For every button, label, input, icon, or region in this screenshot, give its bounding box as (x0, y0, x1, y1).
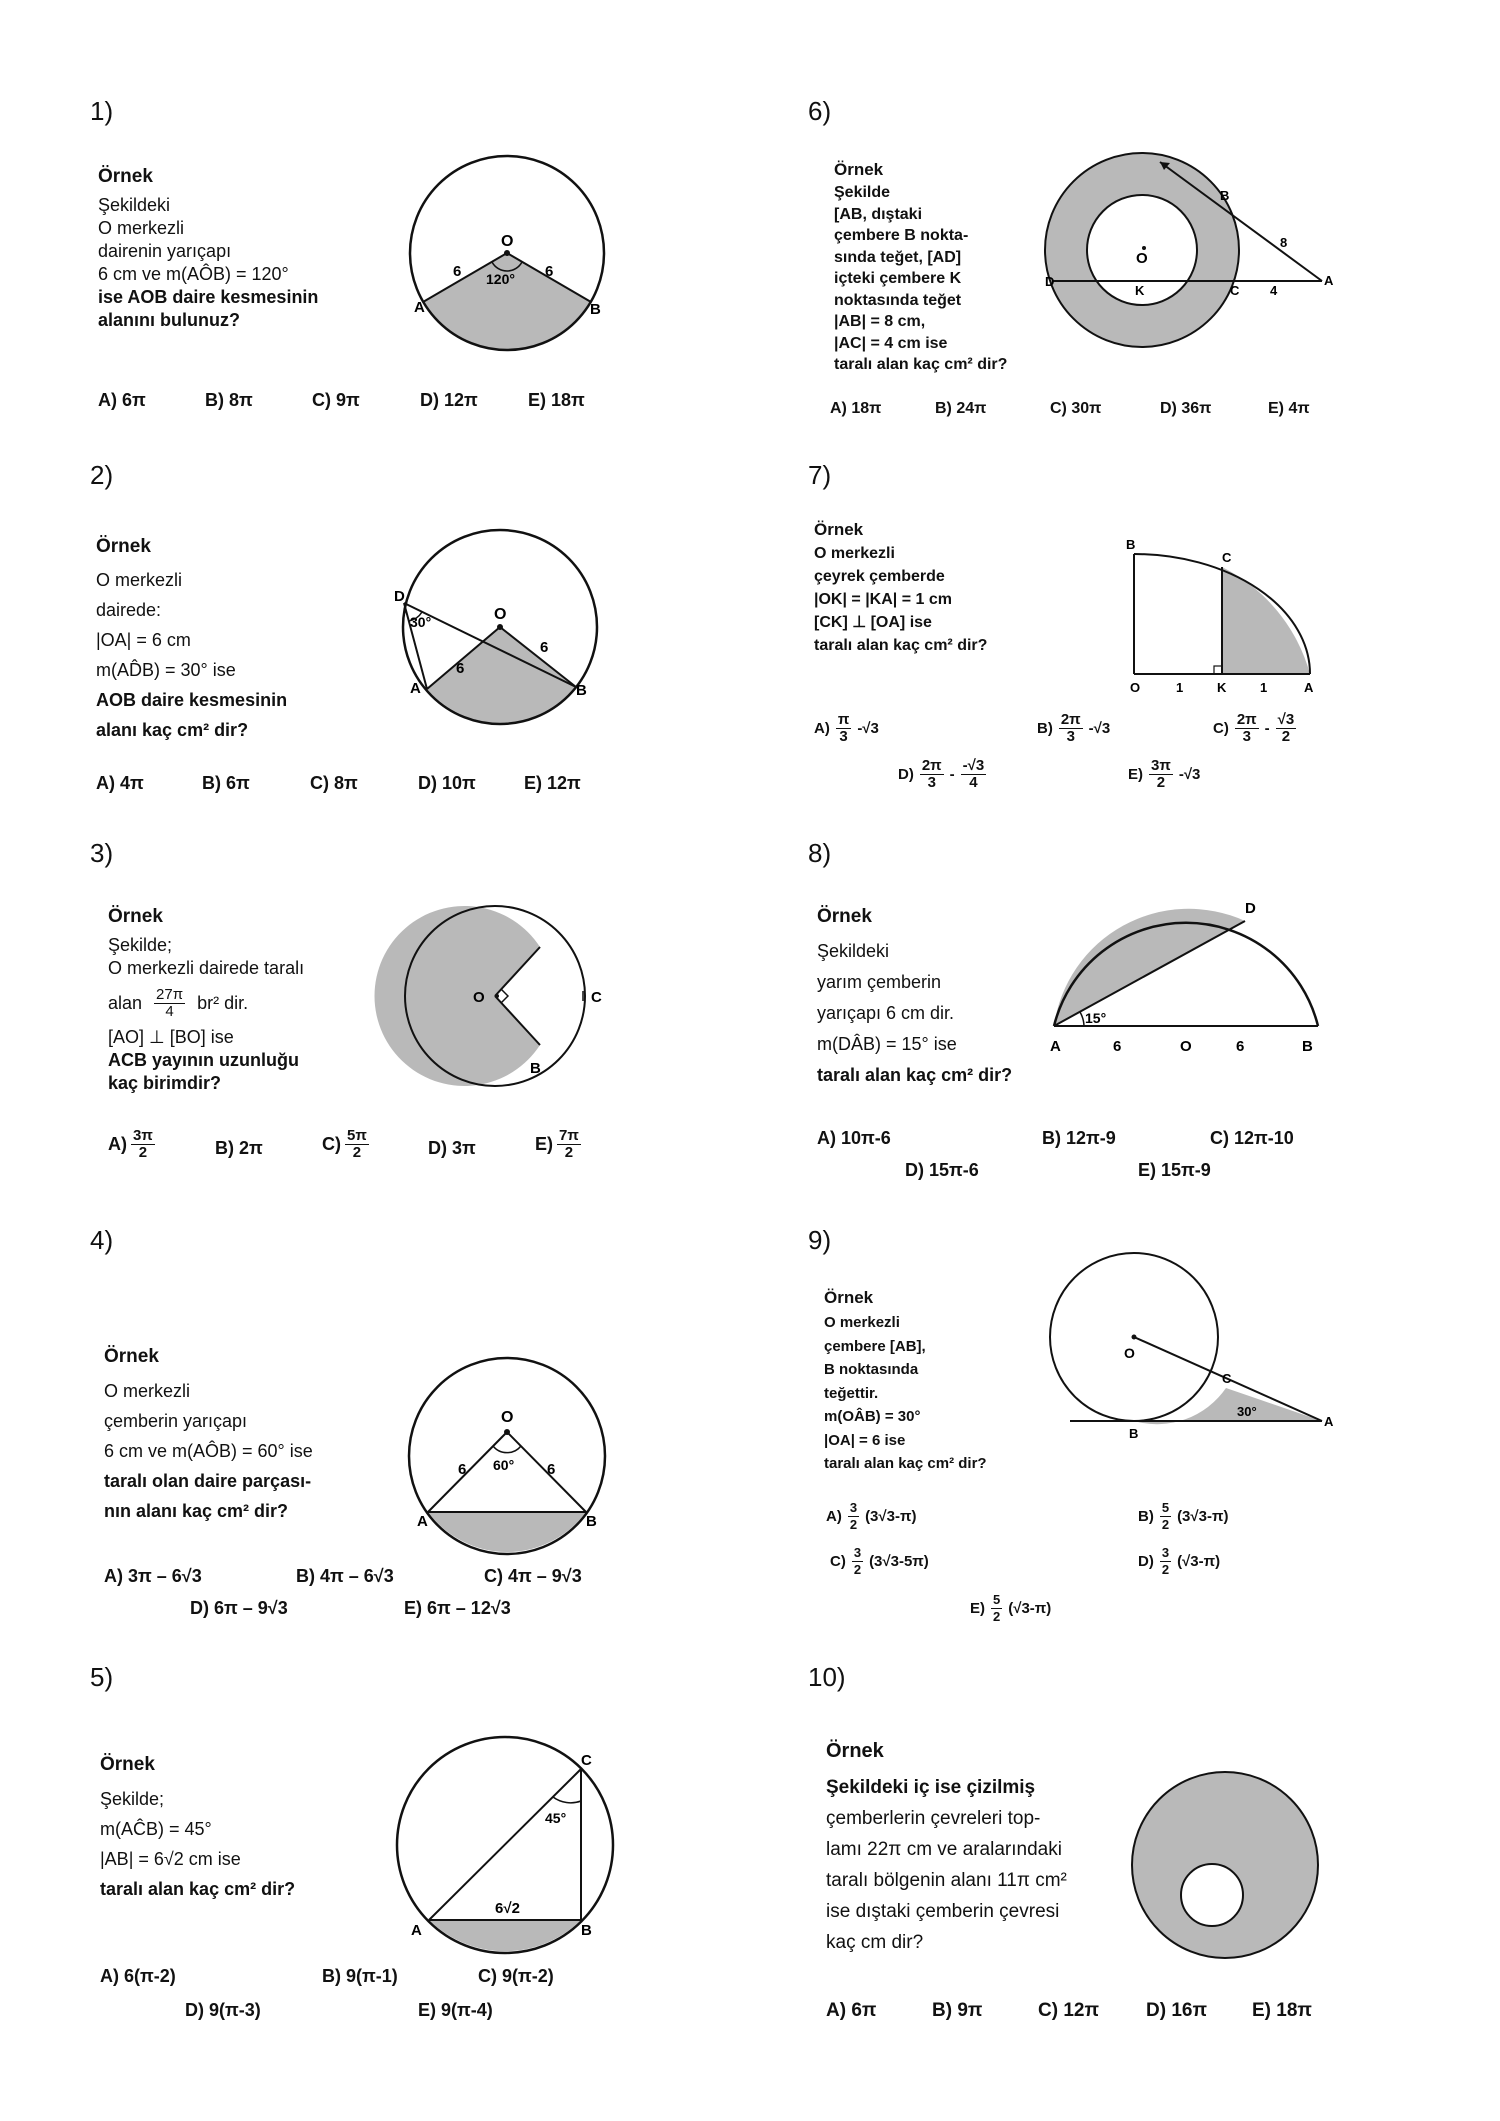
problem-8-option-d[interactable]: D) 15π-6 (905, 1160, 979, 1180)
problem-4-option-e[interactable]: E) 6π – 12√3 (404, 1598, 511, 1618)
svg-text:B: B (586, 1513, 597, 1530)
problem-8-text: Şekildeki yarım çemberin yarıçapı 6 cm dir. m(DÂB) = 15° ise taralı alan kaç cm² dir? (817, 941, 1013, 1085)
problem-9-option-b[interactable]: B) $\frac{5}{2}$ (3√3-π) (1138, 1500, 1229, 1532)
problem-1-text: Şekildeki O merkezli dairenin yarıçapı 6 cm ve m(AÔB) = 120° ise AOB daire kesmesinin alanını bulunuz? (98, 195, 319, 330)
svg-text:C: C (591, 989, 602, 1006)
problem-4-figure (400, 1370, 620, 1570)
problem-6-option-a[interactable]: A) 18π (830, 400, 882, 417)
svg-text:8: 8 (1280, 235, 1288, 250)
svg-text:30°: 30° (410, 614, 432, 630)
problem-8-figure (1040, 895, 1330, 1065)
svg-text:6√2: 6√2 (495, 1900, 520, 1917)
segment-shaded (429, 1920, 581, 1951)
problem-3-option-b[interactable]: B) 2π (215, 1138, 263, 1158)
svg-text:A: A (411, 1922, 422, 1939)
problem-9-figure (1070, 1290, 1340, 1450)
svg-text:120°: 120° (486, 271, 515, 287)
problem-5-text: Şekilde; m(AĈB) = 45° |AB| = 6√2 cm ise taralı alan kaç cm² dir? (100, 1789, 296, 1899)
svg-text:6: 6 (458, 1461, 467, 1478)
problem-3-figure (395, 905, 625, 1090)
svg-text:O: O (1180, 1038, 1192, 1055)
svg-text:K: K (1135, 283, 1145, 298)
problem-2-option-d[interactable]: D) 10π (418, 773, 476, 793)
problem-8-option-c[interactable]: C) 12π-10 (1210, 1128, 1294, 1148)
svg-text:6: 6 (456, 660, 465, 677)
problem-3-number: 3) (90, 838, 114, 868)
problem-9-text: O merkezli çembere [AB], B noktasında teğettir. m(OÂB) = 30° |OA| = 6 ise taralı alan kaç cm² dir? (824, 1314, 987, 1472)
svg-text:6: 6 (547, 1461, 556, 1478)
problem-6-text: Şekilde [AB, dıştaki çembere B nokta- sında teğet, [AD] içteki çembere K noktasında teğet |AB| = 8 cm, |AC| = 4 cm ise taralı alan kaç cm² dir? (834, 184, 1008, 373)
problem-1-title: Örnek (98, 166, 153, 187)
problem-3-option-a[interactable]: A) $\frac{3\pi}{2}$ (108, 1127, 153, 1161)
problem-9-option-e[interactable]: E) $\frac{5}{2}$ (√3-π) (970, 1592, 1052, 1624)
problem-10-text: Şekildeki iç ise çizilmiş çemberlerin çevreleri top- lamı 22π cm ve aralarındaki taralı bölgenin alanı 11π cm² ise dıştaki çemberin çevresi kaç cm dir? (826, 1777, 1067, 1953)
problem-7-option-c[interactable]: C) $\frac{2\pi}{3}$ - $\frac{√3}{2}$ (1213, 711, 1295, 745)
svg-text:O: O (501, 233, 514, 250)
svg-text:4: 4 (1270, 283, 1278, 298)
svg-text:A: A (1324, 273, 1334, 288)
svg-text:B: B (590, 301, 601, 318)
problem-2-option-a[interactable]: A) 4π (96, 773, 144, 793)
svg-text:B: B (1220, 188, 1230, 203)
problem-5-option-b[interactable]: B) 9(π-1) (322, 1966, 398, 1986)
problem-1-option-c[interactable]: C) 9π (312, 390, 360, 410)
problem-3-option-d[interactable]: D) 3π (428, 1138, 476, 1158)
problem-2-option-b[interactable]: B) 6π (202, 773, 250, 793)
svg-text:60°: 60° (493, 1457, 515, 1473)
problem-7-text: O merkezli çeyrek çemberde |OK| = |KA| = 1 cm [CK] ⊥ [OA] ise taralı alan kaç cm² dir? (814, 545, 988, 654)
problem-3-text: Şekilde; O merkezli dairede taralı alan $\frac{27\pi}{4}$ br² dir. [AO] ⊥ [BO] ise ACB yayının uzunluğu kaç birimdir? (108, 935, 305, 1093)
svg-text:A: A (1304, 680, 1314, 695)
svg-text:C: C (1230, 283, 1240, 298)
problem-2-option-e[interactable]: E) 12π (524, 773, 581, 793)
problem-2-text: O merkezli dairede: |OA| = 6 cm m(AD̂B) = 30° ise AOB daire kesmesinin alanı kaç cm² dir? (96, 570, 288, 740)
svg-text:O: O (473, 989, 485, 1006)
problem-9-option-c[interactable]: C) $\frac{3}{2}$ (3√3-5π) (830, 1545, 929, 1577)
problem-7-number: 7) (808, 460, 832, 490)
svg-text:O: O (1136, 250, 1148, 267)
svg-text:A: A (414, 299, 425, 316)
svg-text:D: D (1045, 274, 1055, 289)
problem-1-number: 1) (90, 96, 114, 126)
problem-7-option-b[interactable]: B) $\frac{2\pi}{3}$ -√3 (1037, 711, 1111, 745)
svg-text:C: C (1222, 1371, 1232, 1386)
svg-text:D: D (1245, 900, 1256, 917)
svg-text:B: B (1126, 537, 1136, 552)
svg-text:A: A (417, 1513, 428, 1530)
svg-text:B: B (1302, 1038, 1313, 1055)
problem-4-option-c[interactable]: C) 4π – 9√3 (484, 1566, 582, 1586)
svg-text:6: 6 (545, 263, 554, 280)
problem-4-title: Örnek (104, 1346, 159, 1367)
problem-5-option-a[interactable]: A) 6(π-2) (100, 1966, 176, 1986)
svg-text:6: 6 (1113, 1038, 1122, 1055)
svg-text:1: 1 (1260, 680, 1268, 695)
problem-1-option-d[interactable]: D) 12π (420, 390, 478, 410)
problem-5-figure (395, 1752, 625, 1965)
svg-text:45°: 45° (545, 1810, 567, 1826)
svg-text:A: A (1324, 1414, 1334, 1429)
problem-8-option-a[interactable]: A) 10π-6 (817, 1128, 891, 1148)
svg-text:B: B (1129, 1426, 1139, 1441)
problem-3-option-c[interactable]: C) $\frac{5\pi}{2}$ (322, 1127, 367, 1161)
svg-text:B: B (530, 1060, 541, 1077)
problem-6-option-b[interactable]: B) 24π (935, 400, 987, 417)
problem-4-number: 4) (90, 1225, 114, 1255)
svg-text:O: O (501, 1409, 514, 1426)
svg-text:O: O (1124, 1345, 1135, 1361)
problem-1-option-e[interactable]: E) 18π (528, 390, 585, 410)
problem-1-option-a[interactable]: A) 6π (98, 390, 146, 410)
problem-7-option-e[interactable]: E) $\frac{3\pi}{2}$ -√3 (1128, 757, 1201, 791)
problem-10-option-c[interactable]: C) 12π (1038, 2000, 1100, 2021)
problem-7-option-d[interactable]: D) $\frac{2\pi}{3}$ - $\frac{-√3}{4}$ (898, 757, 985, 791)
svg-text:6: 6 (1236, 1038, 1245, 1055)
problem-9-title: Örnek (824, 1288, 874, 1307)
problem-4-text: O merkezli çemberin yarıçapı 6 cm ve m(AÔB) = 60° ise taralı olan daire parçası- nın alanı kaç cm² dir? (104, 1381, 313, 1521)
problem-10-title: Örnek (826, 1740, 884, 1762)
svg-text:C: C (1222, 550, 1232, 565)
problem-10-figure (1130, 1770, 1330, 1970)
problem-1-figure (400, 175, 620, 375)
problem-7-figure (1120, 537, 1340, 700)
problem-6-number: 6) (808, 96, 832, 126)
problem-10-option-e[interactable]: E) 18π (1252, 2000, 1312, 2021)
problem-6-option-c[interactable]: C) 30π (1050, 400, 1102, 417)
problem-5-option-c[interactable]: C) 9(π-2) (478, 1966, 554, 1986)
problem-8-title: Örnek (817, 906, 872, 927)
problem-2-number: 2) (90, 460, 114, 490)
problem-7-option-a[interactable]: A) $\frac{\pi}{3}$ -√3 (814, 711, 879, 745)
region-shaded (1134, 1388, 1322, 1424)
problem-9-option-d[interactable]: D) $\frac{3}{2}$ (√3-π) (1138, 1545, 1221, 1577)
problem-4-option-d[interactable]: D) 6π – 9√3 (190, 1598, 288, 1618)
problem-5-option-e[interactable]: E) 9(π-4) (418, 2000, 493, 2020)
problem-6-option-d[interactable]: D) 36π (1160, 400, 1212, 417)
problem-5-title: Örnek (100, 1754, 155, 1775)
problem-4-option-b[interactable]: B) 4π – 6√3 (296, 1566, 394, 1586)
problem-1-option-b[interactable]: B) 8π (205, 390, 253, 410)
svg-text:C: C (581, 1752, 592, 1769)
problem-7-title: Örnek (814, 520, 864, 539)
svg-text:6: 6 (540, 639, 549, 656)
problem-3-option-e[interactable]: E) $\frac{7\pi}{2}$ (535, 1127, 579, 1161)
svg-text:B: B (576, 682, 587, 699)
problem-9-number: 9) (808, 1225, 832, 1255)
problem-10-number: 10) (808, 1662, 846, 1692)
problem-6-figure (1040, 155, 1340, 315)
problem-4-option-a[interactable]: A) 3π – 6√3 (104, 1566, 202, 1586)
svg-text:A: A (410, 680, 421, 697)
problem-6-title: Örnek (834, 160, 884, 179)
svg-text:1: 1 (1176, 680, 1184, 695)
problem-5-number: 5) (90, 1662, 114, 1692)
problem-3-title: Örnek (108, 906, 163, 927)
region-shaded (1222, 567, 1310, 674)
problem-8-number: 8) (808, 838, 832, 868)
problem-10-option-d[interactable]: D) 16π (1146, 2000, 1208, 2021)
problem-5-option-d[interactable]: D) 9(π-3) (185, 2000, 261, 2020)
problem-2-option-c[interactable]: C) 8π (310, 773, 358, 793)
problem-2-title: Örnek (96, 536, 151, 557)
problem-8-option-e[interactable]: E) 15π-9 (1138, 1160, 1211, 1180)
svg-text:15°: 15° (1085, 1010, 1107, 1026)
svg-text:O: O (1130, 680, 1141, 695)
svg-text:D: D (394, 588, 405, 605)
svg-text:A: A (1050, 1038, 1061, 1055)
svg-text:O: O (494, 606, 507, 623)
svg-text:B: B (581, 1922, 592, 1939)
problem-10-option-b[interactable]: B) 9π (932, 2000, 983, 2021)
svg-text:30°: 30° (1237, 1404, 1257, 1419)
sector-shaded (423, 253, 591, 350)
svg-text:K: K (1217, 680, 1227, 695)
problem-9-option-a[interactable]: A) $\frac{3}{2}$ (3√3-π) (826, 1500, 917, 1532)
svg-text:6: 6 (453, 263, 462, 280)
problem-6-option-e[interactable]: E) 4π (1268, 400, 1310, 417)
major-sector-shaded (375, 906, 540, 1086)
problem-8-option-b[interactable]: B) 12π-9 (1042, 1128, 1116, 1148)
segment-shaded (428, 1512, 586, 1552)
problem-2-figure (390, 545, 620, 745)
problem-10-option-a[interactable]: A) 6π (826, 2000, 877, 2021)
